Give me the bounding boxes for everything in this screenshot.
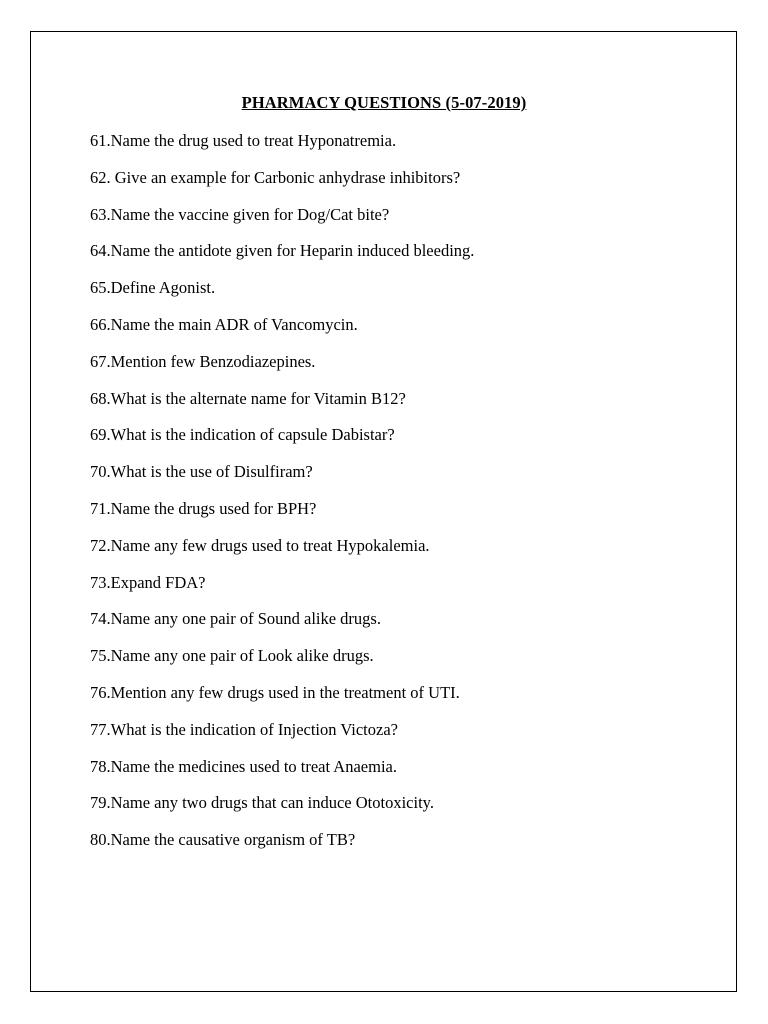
question-80: 80.Name the causative organism of TB?	[90, 830, 356, 850]
question-78: 78.Name the medicines used to treat Anaemia.	[90, 756, 397, 776]
question-70: 70.What is the use of Disulfiram?	[90, 462, 313, 482]
question-67: 67.Mention few Benzodiazepines.	[90, 351, 316, 371]
question-69: 69.What is the indication of capsule Dabistar?	[90, 425, 395, 445]
question-71: 71.Name the drugs used for BPH?	[90, 498, 317, 518]
question-66: 66.Name the main ADR of Vancomycin.	[90, 314, 358, 334]
question-76: 76.Mention any few drugs used in the treatment of UTI.	[90, 682, 460, 702]
question-61: 61.Name the drug used to treat Hyponatremia.	[90, 131, 397, 150]
question-72: 72.Name any few drugs used to treat Hypokalemia.	[90, 535, 430, 555]
question-79: 79.Name any two drugs that can induce Ototoxicity.	[90, 793, 434, 813]
question-75: 75.Name any one pair of Look alike drugs.	[90, 646, 374, 666]
question-77: 77.What is the indication of Injection Victoza?	[90, 719, 398, 739]
question-74: 74.Name any one pair of Sound alike drugs.	[90, 609, 381, 629]
question-64: 64.Name the antidote given for Heparin induced bleeding.	[90, 241, 475, 261]
question-63: 63.Name the vaccine given for Dog/Cat bite?	[90, 204, 390, 224]
question-62: 62. Give an example for Carbonic anhydrase inhibitors?	[90, 167, 461, 187]
document-title: PHARMACY QUESTIONS (5-07-2019)	[241, 93, 527, 112]
question-73: 73.Expand FDA?	[90, 572, 206, 592]
question-65: 65.Define Agonist.	[90, 278, 216, 298]
question-68: 68.What is the alternate name for Vitamin B12?	[90, 388, 406, 408]
question-list	[90, 130, 474, 866]
